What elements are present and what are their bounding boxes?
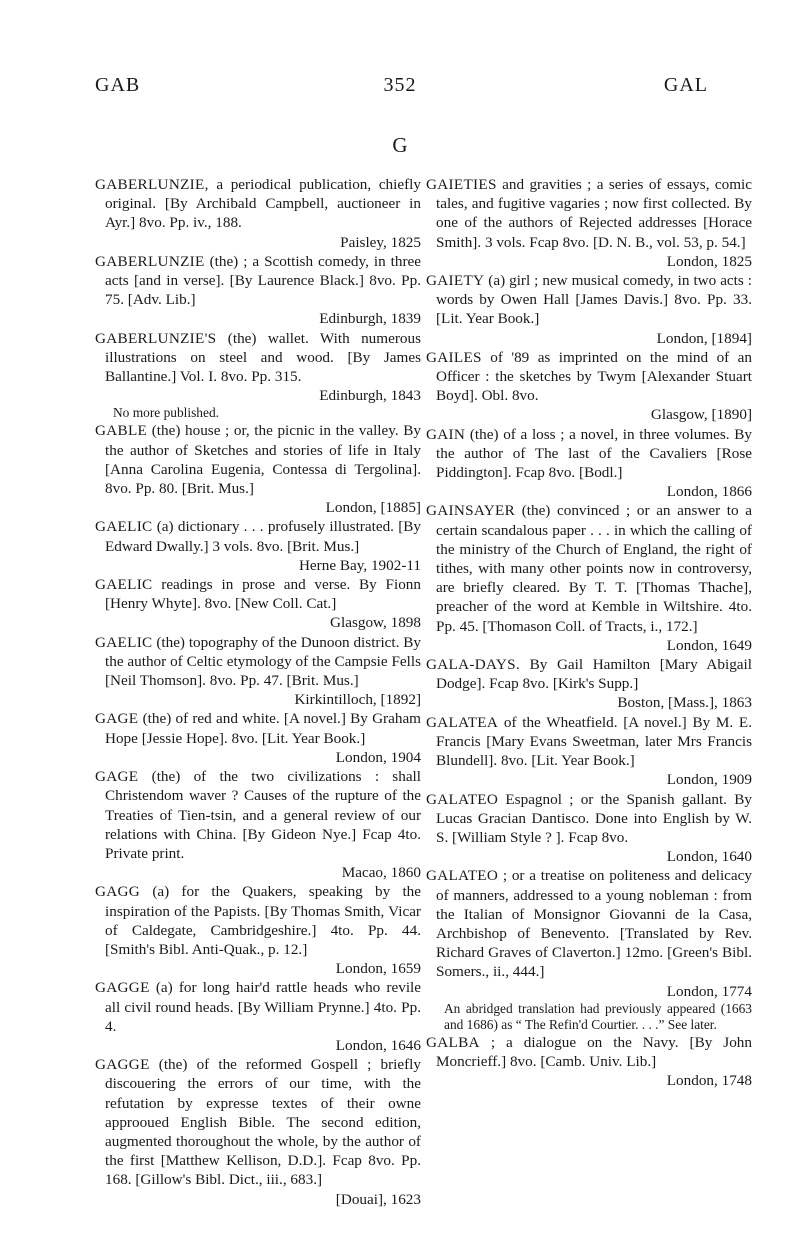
entry-description: (a) dictionary . . . profusely illustrated. [By Edward Dwally.] 3 vols. 8vo. [Brit. Mus.] bbox=[105, 518, 421, 555]
entry-description: (the) of the reformed Gospell ; briefly discouering the errors of our time, with the refutation by expresse textes of their owne approoued English Bible. The second edition, augmented thoroughout the whole, by the author of the first [Matthew Kellison, D.D.]. Fcap 8vo. Pp. 168. [Gillow's Bibl. Dict., iii., 683.] bbox=[105, 1056, 421, 1189]
bibliography-entry bbox=[426, 713, 752, 790]
bibliography-entry bbox=[426, 348, 752, 425]
entry-headword: GAGE bbox=[95, 710, 139, 728]
bibliography-entry bbox=[426, 866, 752, 1032]
entry-description: of '89 as imprinted on the mind of an Officer : the sketches by Twym [Alexander Stuart Boyd]. Obl. 8vo. bbox=[436, 348, 752, 405]
entry-headword: GAELIC bbox=[95, 633, 153, 651]
entry-description: (the) wallet. With numerous illustrations on steel and wood. [By James Ballantine.] Vol. I. 8vo. Pp. 315. bbox=[105, 329, 421, 386]
entry-imprint: London, [1894] bbox=[656, 329, 752, 347]
bibliography-entry bbox=[426, 501, 752, 655]
entry-description: of the Wheatfield. [A novel.] By M. E. Francis [Mary Evans Sweetman, later Mrs Francis Blundell]. 8vo. [Lit. Year Book.] bbox=[436, 713, 752, 770]
entry-note: An abridged translation had previously appeared (1663 and 1686) as “ The Refin'd Courtier. . . .” See later. bbox=[444, 1000, 752, 1032]
running-header bbox=[0, 74, 800, 104]
bibliography-entry bbox=[95, 709, 421, 767]
entry-headword: GAELIC bbox=[95, 518, 153, 536]
entry-headword: GALBA bbox=[426, 1033, 480, 1051]
entry-description: readings in prose and verse. By Fionn [Henry Whyte]. 8vo. [New Coll. Cat.] bbox=[105, 576, 421, 613]
entry-description: By Gail Hamilton [Mary Abigail Dodge]. Fcap 8vo. [Kirk's Supp.] bbox=[436, 656, 752, 693]
entry-headword: GAGGE bbox=[95, 979, 150, 997]
entry-headword: GAINSAYER bbox=[426, 502, 516, 520]
entry-headword: GAGG bbox=[95, 883, 141, 901]
bibliography-entry bbox=[95, 978, 421, 1055]
entry-headword: GALATEO bbox=[426, 867, 499, 885]
bibliography-entry bbox=[95, 175, 421, 252]
entry-description: (the) of red and white. [A novel.] By Graham Hope [Jessie Hope]. 8vo. [Lit. Year Book.] bbox=[105, 710, 421, 747]
entry-imprint: London, 1866 bbox=[666, 483, 752, 501]
entry-headword: GABLE bbox=[95, 422, 148, 440]
entry-headword: GAGGE bbox=[95, 1056, 150, 1074]
bibliography-entry bbox=[95, 633, 421, 710]
bibliography-entry bbox=[426, 271, 752, 348]
page-number: 352 bbox=[383, 74, 417, 96]
entry-imprint: London, [1885] bbox=[325, 499, 421, 517]
entry-imprint: London, 1909 bbox=[666, 771, 752, 789]
entry-imprint: London, 1748 bbox=[666, 1072, 752, 1090]
entry-imprint: London, 1904 bbox=[335, 748, 421, 766]
entry-imprint: [Douai], 1623 bbox=[335, 1190, 421, 1208]
header-left-word: GAB bbox=[95, 74, 141, 96]
entry-headword: GAELIC bbox=[95, 576, 153, 594]
entry-imprint: London, 1774 bbox=[666, 982, 752, 1000]
entry-imprint: London, 1825 bbox=[666, 252, 752, 270]
entry-description: Espagnol ; or the Spanish gallant. By Lucas Gracian Dantisco. Done into English by W. S. [William Style ? ]. Fcap 8vo. bbox=[436, 790, 752, 846]
entry-imprint: London, 1649 bbox=[666, 636, 752, 654]
bibliography-entry bbox=[426, 655, 752, 713]
bibliography-entry bbox=[95, 1055, 421, 1209]
entry-description: ; a dialogue on the Navy. [By John Moncrieff.] 8vo. [Camb. Univ. Lib.] bbox=[436, 1033, 752, 1070]
bibliography-entry bbox=[95, 421, 421, 517]
entry-imprint: London, 1640 bbox=[666, 848, 752, 866]
entry-headword: GAIN bbox=[426, 425, 466, 443]
bibliography-entry bbox=[95, 517, 421, 575]
entry-description: (a) for the Quakers, speaking by the inspiration of the Papists. [By Thomas Smith, Vicar of Caldegate, Cambridgeshire.] 4to. Pp. 44. [Smith's Bibl. Anti-Quak., p. 12.] bbox=[105, 883, 421, 958]
bibliography-entry bbox=[426, 1033, 752, 1091]
bibliography-entry bbox=[426, 790, 752, 867]
entry-description: (the) convinced ; or an answer to a certain scandalous paper . . . in which the calling of the ministry of the Church of England, the right of tithes, with many other points now in controversy, are briefly cleared. By T. T. [Thomas Thache], preacher of the word at Kemble in Wiltshire. 4to. Pp. 45. [Thomason Coll. of Tracts, i., 172.] bbox=[436, 502, 752, 635]
entry-imprint: Glasgow, [1890] bbox=[650, 406, 752, 424]
section-letter: G bbox=[392, 133, 408, 157]
entry-headword: GAIETIES bbox=[426, 176, 497, 193]
bibliography-entry bbox=[426, 175, 752, 271]
entry-description: and gravities ; a series of essays, comic tales, and fugitive vagaries ; now first collected. By one of the authors of Rejected addresses [Horace Smith]. 3 vols. Fcap 8vo. [D. N. B., vol. 53, p. 54.] bbox=[436, 176, 752, 251]
entry-headword: GAILES bbox=[426, 348, 482, 366]
entry-imprint: London, 1646 bbox=[335, 1036, 421, 1054]
entry-description: (a) for long hair'd rattle heads who revile all civil round heads. [By William Prynne.] 4to. Pp. 4. bbox=[105, 979, 421, 1035]
entry-imprint: London, 1659 bbox=[335, 960, 421, 978]
entry-description: ; or a treatise on politeness and delicacy of manners, addressed to a young nobleman : from the Italian of Monsignor Giovanni de la Casa, Archbishop of Benevento. [Translated by Rev. Richard Graves of Claverton.] 12mo. [Green's Bibl. Somers., ii., 444.] bbox=[436, 867, 752, 981]
entry-description: (the) of the two civilizations : shall Christendom waver ? Causes of the rupture of the Treaties of Tien-tsin, and a general review of our relations with China. [By Gideon Nye.] Fcap 4to. Private print. bbox=[105, 768, 421, 862]
entry-imprint: Glasgow, 1898 bbox=[330, 614, 421, 632]
entry-imprint: Paisley, 1825 bbox=[340, 233, 421, 251]
entry-headword: GALATEO bbox=[426, 790, 499, 808]
bibliography-entry bbox=[95, 252, 421, 329]
entry-headword: GABERLUNZIE, bbox=[95, 176, 209, 193]
entry-description: (the) topography of the Dunoon district. By the author of Celtic etymology of the Campsie Fells [Neil Thomson]. 8vo. Pp. 47. [Brit. Mus.] bbox=[105, 633, 421, 690]
bibliography-entry bbox=[95, 329, 421, 422]
left-column bbox=[95, 175, 421, 1209]
entry-imprint: Edinburgh, 1843 bbox=[319, 387, 421, 405]
bibliography-entry bbox=[426, 425, 752, 502]
bibliography-entry bbox=[95, 575, 421, 633]
entry-description: (the) house ; or, the picnic in the valley. By the author of Sketches and stories of life in Italy [Anna Carolina Eugenia, Contessa di Tergolina]. 8vo. Pp. 80. [Brit. Mus.] bbox=[105, 422, 421, 498]
entry-headword: GABERLUNZIE'S bbox=[95, 329, 217, 347]
entry-headword: GAGE bbox=[95, 768, 139, 786]
entry-headword: GALATEA bbox=[426, 713, 499, 731]
right-column bbox=[426, 175, 752, 1090]
entry-imprint: Edinburgh, 1839 bbox=[319, 310, 421, 328]
header-right-word: GAL bbox=[663, 74, 708, 96]
entry-imprint: Kirkintilloch, [1892] bbox=[294, 691, 421, 709]
entry-description: (a) girl ; new musical comedy, in two acts : words by Owen Hall [James Davis.] 8vo. Pp. 33. [Lit. Year Book.] bbox=[436, 272, 752, 328]
entry-note: No more published. bbox=[113, 405, 219, 421]
entry-headword: GABERLUNZIE bbox=[95, 252, 205, 270]
bibliography-entry bbox=[95, 882, 421, 978]
entry-imprint: Macao, 1860 bbox=[341, 864, 421, 882]
entry-imprint: Herne Bay, 1902-11 bbox=[298, 556, 421, 574]
entry-headword: GALA-DAYS. bbox=[426, 656, 520, 674]
entry-headword: GAIETY bbox=[426, 272, 485, 290]
entry-description: (the) ; a Scottish comedy, in three acts [and in verse]. [By Laurence Black.] 8vo. Pp. 75. [Adv. Lib.] bbox=[105, 252, 421, 309]
entry-imprint: Boston, [Mass.], 1863 bbox=[617, 694, 752, 712]
bibliography-entry bbox=[95, 767, 421, 882]
entry-description: a periodical publication, chiefly original. [By Archibald Campbell, auctioneer in Ayr.] 8vo. Pp. iv., 188. bbox=[105, 176, 421, 232]
entry-description: (the) of a loss ; a novel, in three volumes. By the author of The last of the Cavaliers [Rose Piddington]. Fcap 8vo. [Bodl.] bbox=[436, 425, 752, 482]
